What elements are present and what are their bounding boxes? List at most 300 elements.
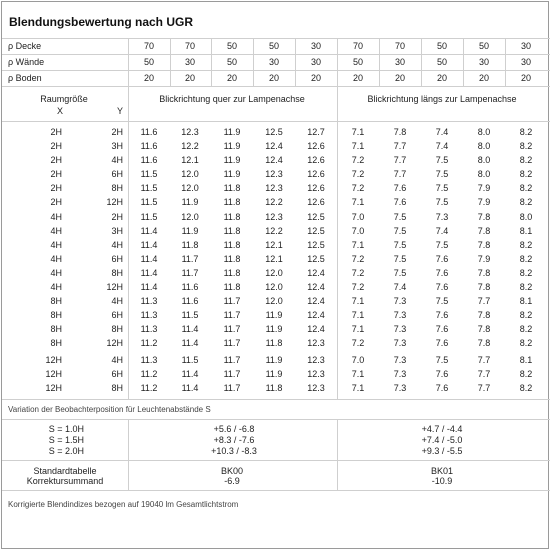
ugr-value-cross: 11.8 bbox=[223, 197, 241, 207]
ugr-value-along: 7.6 bbox=[393, 197, 407, 207]
ugr-value-cross: 11.8 bbox=[223, 282, 241, 292]
ugr-value-along: 7.8 bbox=[477, 324, 491, 334]
ugr-table-frame bbox=[1, 1, 549, 549]
reflectance-value: 50 bbox=[226, 57, 238, 67]
ugr-value-cross: 11.3 bbox=[140, 310, 158, 320]
reflectance-value: 20 bbox=[478, 73, 490, 83]
ugr-value-along: 8.2 bbox=[519, 282, 533, 292]
room-x: 2H bbox=[50, 169, 62, 179]
ugr-value-along: 7.5 bbox=[393, 268, 407, 278]
divider bbox=[2, 460, 550, 461]
reflectance-value: 20 bbox=[352, 73, 364, 83]
ugr-value-cross: 12.4 bbox=[307, 282, 325, 292]
room-x: 2H bbox=[50, 127, 62, 137]
divider bbox=[2, 490, 550, 491]
ugr-value-cross: 12.3 bbox=[307, 338, 325, 348]
room-x: 4H bbox=[50, 240, 62, 250]
room-y: 6H bbox=[111, 254, 123, 264]
room-y: 8H bbox=[111, 183, 123, 193]
ugr-value-along: 7.1 bbox=[351, 324, 365, 334]
reflectance-value: 20 bbox=[226, 73, 238, 83]
ugr-value-cross: 11.8 bbox=[223, 226, 241, 236]
divider bbox=[337, 86, 338, 399]
correction-label: Korrektursummand bbox=[26, 476, 104, 486]
room-x: 4H bbox=[50, 254, 62, 264]
ugr-value-along: 7.6 bbox=[393, 183, 407, 193]
room-y: 6H bbox=[111, 169, 123, 179]
ugr-value-cross: 11.9 bbox=[265, 324, 283, 334]
reflectance-value: 20 bbox=[520, 73, 532, 83]
ugr-value-along: 7.8 bbox=[477, 310, 491, 320]
variation-cross: +8.3 / -7.6 bbox=[213, 435, 255, 445]
divider bbox=[2, 38, 550, 39]
room-x: 2H bbox=[50, 141, 62, 151]
ugr-value-along: 7.2 bbox=[351, 282, 365, 292]
ugr-value-along: 7.5 bbox=[435, 355, 449, 365]
variation-along: +7.4 / -5.0 bbox=[421, 435, 463, 445]
ugr-value-along: 8.0 bbox=[477, 169, 491, 179]
ugr-value-along: 8.2 bbox=[519, 141, 533, 151]
ugr-value-cross: 12.4 bbox=[307, 310, 325, 320]
ugr-value-cross: 12.4 bbox=[307, 296, 325, 306]
ugr-value-along: 7.7 bbox=[477, 296, 491, 306]
ugr-value-along: 7.0 bbox=[351, 226, 365, 236]
ugr-value-along: 7.3 bbox=[435, 212, 449, 222]
ugr-value-along: 7.6 bbox=[435, 282, 449, 292]
divider bbox=[505, 38, 506, 86]
ugr-value-along: 7.6 bbox=[435, 369, 449, 379]
divider bbox=[253, 38, 254, 86]
ugr-value-along: 7.1 bbox=[351, 240, 365, 250]
ugr-value-along: 7.1 bbox=[351, 310, 365, 320]
ugr-value-cross: 12.3 bbox=[265, 169, 283, 179]
room-x: 4H bbox=[50, 268, 62, 278]
reflectance-value: 50 bbox=[268, 41, 280, 51]
room-y: 4H bbox=[111, 240, 123, 250]
ugr-value-cross: 11.9 bbox=[265, 355, 283, 365]
ugr-value-cross: 11.5 bbox=[181, 355, 199, 365]
room-y: 2H bbox=[111, 212, 123, 222]
room-x: 8H bbox=[50, 338, 62, 348]
ugr-value-along: 7.2 bbox=[351, 254, 365, 264]
room-y: 2H bbox=[111, 127, 123, 137]
correction-along: -10.9 bbox=[431, 476, 453, 486]
ugr-value-cross: 11.6 bbox=[181, 296, 199, 306]
ugr-value-along: 8.2 bbox=[519, 197, 533, 207]
ugr-value-along: 7.8 bbox=[477, 226, 491, 236]
room-y: 12H bbox=[106, 197, 123, 207]
reflectance-value: 30 bbox=[520, 57, 532, 67]
ugr-value-along: 8.2 bbox=[519, 383, 533, 393]
spacing-label: S = 1.5H bbox=[48, 435, 84, 445]
reflectance-value: 50 bbox=[436, 57, 448, 67]
ugr-value-cross: 11.2 bbox=[140, 338, 158, 348]
ugr-value-along: 7.6 bbox=[435, 338, 449, 348]
room-x: 12H bbox=[45, 369, 62, 379]
correction-cross: -6.9 bbox=[224, 476, 240, 486]
ugr-value-along: 7.8 bbox=[477, 240, 491, 250]
room-x: 2H bbox=[50, 155, 62, 165]
room-y: 8H bbox=[111, 324, 123, 334]
reflectance-value: 70 bbox=[394, 41, 406, 51]
ugr-value-cross: 11.5 bbox=[140, 212, 158, 222]
divider bbox=[337, 38, 338, 86]
ugr-value-cross: 12.3 bbox=[181, 127, 199, 137]
ugr-value-along: 7.9 bbox=[477, 254, 491, 264]
ugr-value-along: 7.0 bbox=[351, 212, 365, 222]
ugr-value-cross: 11.2 bbox=[140, 383, 158, 393]
reflectance-value: 20 bbox=[184, 73, 196, 83]
ugr-value-along: 7.5 bbox=[435, 197, 449, 207]
ugr-value-cross: 12.5 bbox=[307, 212, 325, 222]
ugr-value-along: 7.2 bbox=[351, 155, 365, 165]
ugr-value-cross: 11.8 bbox=[181, 240, 199, 250]
ugr-value-along: 7.1 bbox=[351, 127, 365, 137]
room-y: 4H bbox=[111, 155, 123, 165]
ugr-value-along: 7.3 bbox=[393, 324, 407, 334]
ugr-value-cross: 11.4 bbox=[181, 383, 199, 393]
spacing-label: S = 2.0H bbox=[48, 446, 84, 456]
ugr-value-along: 7.3 bbox=[393, 338, 407, 348]
ugr-value-along: 8.0 bbox=[477, 141, 491, 151]
ugr-value-along: 8.1 bbox=[519, 226, 533, 236]
ugr-value-cross: 12.5 bbox=[265, 127, 283, 137]
ugr-value-along: 7.5 bbox=[435, 183, 449, 193]
standard-table-along: BK01 bbox=[430, 466, 454, 476]
ugr-value-along: 7.6 bbox=[435, 324, 449, 334]
ugr-value-along: 7.2 bbox=[351, 183, 365, 193]
reflectance-value: 30 bbox=[310, 41, 322, 51]
ugr-value-along: 7.5 bbox=[435, 240, 449, 250]
ugr-value-cross: 11.3 bbox=[140, 324, 158, 334]
reflectance-value: 20 bbox=[310, 73, 322, 83]
reflectance-value: 30 bbox=[478, 57, 490, 67]
ugr-value-along: 7.5 bbox=[393, 212, 407, 222]
ugr-value-along: 7.5 bbox=[393, 254, 407, 264]
ugr-value-along: 7.6 bbox=[435, 310, 449, 320]
ugr-value-along: 7.7 bbox=[477, 383, 491, 393]
room-y: 6H bbox=[111, 369, 123, 379]
variation-along: +9.3 / -5.5 bbox=[421, 446, 463, 456]
divider bbox=[170, 38, 171, 86]
ugr-value-cross: 11.9 bbox=[223, 169, 241, 179]
room-size-header: Raumgröße bbox=[40, 94, 88, 104]
ugr-value-cross: 11.4 bbox=[181, 324, 199, 334]
room-x: 12H bbox=[45, 383, 62, 393]
ugr-value-along: 8.1 bbox=[519, 355, 533, 365]
room-y: 12H bbox=[106, 282, 123, 292]
ugr-value-cross: 12.0 bbox=[265, 296, 283, 306]
room-y: 8H bbox=[111, 268, 123, 278]
variation-along: +4.7 / -4.4 bbox=[421, 424, 463, 434]
ugr-value-cross: 12.4 bbox=[265, 155, 283, 165]
ugr-value-along: 7.4 bbox=[393, 282, 407, 292]
room-y: 4H bbox=[111, 296, 123, 306]
ugr-value-cross: 11.8 bbox=[265, 383, 283, 393]
ugr-value-along: 7.3 bbox=[393, 310, 407, 320]
ugr-value-cross: 11.9 bbox=[223, 141, 241, 151]
room-x: 8H bbox=[50, 324, 62, 334]
reflectance-value: 20 bbox=[394, 73, 406, 83]
variation-cross: +5.6 / -6.8 bbox=[213, 424, 255, 434]
ugr-value-cross: 12.3 bbox=[307, 355, 325, 365]
reflectance-value: 20 bbox=[143, 73, 155, 83]
standard-table-label: Standardtabelle bbox=[33, 466, 97, 476]
ugr-value-along: 7.9 bbox=[477, 197, 491, 207]
divider bbox=[128, 38, 129, 86]
ugr-value-along: 7.6 bbox=[435, 268, 449, 278]
divider bbox=[463, 38, 464, 86]
ugr-value-along: 7.3 bbox=[393, 355, 407, 365]
ugr-value-along: 7.7 bbox=[393, 141, 407, 151]
reflectance-label: ρ Boden bbox=[8, 73, 42, 83]
reflectance-label: ρ Decke bbox=[8, 41, 42, 51]
ugr-value-cross: 11.7 bbox=[223, 338, 241, 348]
ugr-value-along: 7.5 bbox=[435, 296, 449, 306]
ugr-value-along: 7.5 bbox=[393, 240, 407, 250]
ugr-value-along: 7.8 bbox=[477, 268, 491, 278]
ugr-value-along: 7.1 bbox=[351, 369, 365, 379]
ugr-value-cross: 11.5 bbox=[140, 183, 158, 193]
ugr-value-cross: 11.4 bbox=[140, 282, 158, 292]
divider bbox=[2, 70, 550, 71]
ugr-value-along: 8.0 bbox=[477, 155, 491, 165]
reflectance-value: 30 bbox=[520, 41, 532, 51]
divider bbox=[2, 86, 550, 87]
x-header: X bbox=[56, 106, 64, 116]
ugr-value-along: 7.4 bbox=[435, 127, 449, 137]
divider bbox=[379, 38, 380, 86]
divider bbox=[128, 419, 129, 490]
room-y: 3H bbox=[111, 226, 123, 236]
reflectance-value: 70 bbox=[352, 41, 364, 51]
variation-cross: +10.3 / -8.3 bbox=[211, 446, 257, 456]
ugr-value-along: 8.2 bbox=[519, 324, 533, 334]
ugr-value-cross: 11.6 bbox=[140, 155, 158, 165]
ugr-value-along: 8.2 bbox=[519, 254, 533, 264]
divider bbox=[128, 86, 129, 399]
ugr-value-cross: 11.9 bbox=[181, 226, 199, 236]
room-y: 12H bbox=[106, 338, 123, 348]
reflectance-value: 50 bbox=[143, 57, 155, 67]
ugr-value-cross: 11.2 bbox=[140, 369, 158, 379]
ugr-value-cross: 11.8 bbox=[223, 240, 241, 250]
divider bbox=[337, 419, 338, 490]
divider bbox=[2, 121, 550, 122]
ugr-value-cross: 12.1 bbox=[265, 240, 283, 250]
reflectance-value: 50 bbox=[478, 41, 490, 51]
ugr-value-along: 7.1 bbox=[351, 141, 365, 151]
ugr-value-cross: 12.2 bbox=[265, 197, 283, 207]
ugr-value-cross: 11.9 bbox=[181, 197, 199, 207]
divider bbox=[211, 38, 212, 86]
ugr-value-along: 7.2 bbox=[351, 268, 365, 278]
along-header: Blickrichtung längs zur Lampenachse bbox=[367, 94, 517, 104]
ugr-value-cross: 12.3 bbox=[265, 212, 283, 222]
ugr-value-cross: 11.9 bbox=[223, 127, 241, 137]
ugr-value-cross: 11.8 bbox=[223, 254, 241, 264]
ugr-value-cross: 11.4 bbox=[181, 369, 199, 379]
ugr-value-along: 7.5 bbox=[393, 226, 407, 236]
reflectance-value: 70 bbox=[184, 41, 196, 51]
ugr-value-cross: 12.3 bbox=[307, 383, 325, 393]
room-y: 3H bbox=[111, 141, 123, 151]
room-x: 2H bbox=[50, 183, 62, 193]
ugr-value-along: 8.2 bbox=[519, 169, 533, 179]
ugr-value-cross: 12.2 bbox=[181, 141, 199, 151]
ugr-value-along: 7.8 bbox=[477, 282, 491, 292]
ugr-value-cross: 11.7 bbox=[223, 296, 241, 306]
ugr-value-along: 7.3 bbox=[393, 383, 407, 393]
divider bbox=[2, 399, 550, 400]
ugr-value-cross: 11.6 bbox=[140, 141, 158, 151]
ugr-value-along: 8.2 bbox=[519, 338, 533, 348]
divider bbox=[421, 38, 422, 86]
ugr-value-cross: 12.0 bbox=[181, 169, 199, 179]
reflectance-value: 30 bbox=[184, 57, 196, 67]
reflectance-value: 50 bbox=[352, 57, 364, 67]
ugr-value-along: 7.8 bbox=[477, 338, 491, 348]
ugr-value-cross: 11.9 bbox=[223, 155, 241, 165]
ugr-value-along: 7.1 bbox=[351, 383, 365, 393]
ugr-value-along: 7.7 bbox=[477, 369, 491, 379]
room-x: 2H bbox=[50, 197, 62, 207]
ugr-value-along: 8.2 bbox=[519, 240, 533, 250]
ugr-value-cross: 11.4 bbox=[140, 226, 158, 236]
ugr-value-along: 8.0 bbox=[519, 212, 533, 222]
ugr-value-cross: 12.4 bbox=[307, 268, 325, 278]
ugr-value-cross: 11.5 bbox=[140, 169, 158, 179]
ugr-value-cross: 11.7 bbox=[181, 268, 199, 278]
ugr-value-along: 8.2 bbox=[519, 155, 533, 165]
ugr-value-cross: 11.8 bbox=[265, 338, 283, 348]
ugr-value-along: 7.6 bbox=[435, 254, 449, 264]
ugr-value-cross: 12.3 bbox=[307, 369, 325, 379]
room-x: 4H bbox=[50, 226, 62, 236]
standard-table-cross: BK00 bbox=[220, 466, 244, 476]
ugr-value-cross: 11.3 bbox=[140, 296, 158, 306]
reflectance-label: ρ Wände bbox=[8, 57, 45, 67]
ugr-value-cross: 11.4 bbox=[181, 338, 199, 348]
ugr-value-along: 8.2 bbox=[519, 127, 533, 137]
ugr-value-along: 7.0 bbox=[351, 355, 365, 365]
ugr-value-cross: 11.9 bbox=[265, 369, 283, 379]
ugr-value-cross: 12.4 bbox=[265, 141, 283, 151]
ugr-value-cross: 12.5 bbox=[307, 226, 325, 236]
ugr-value-cross: 12.5 bbox=[307, 254, 325, 264]
footnote: Korrigierte Blendindizes bezogen auf 19040 lm Gesamtlichtstrom bbox=[8, 500, 239, 509]
ugr-value-cross: 12.6 bbox=[307, 169, 325, 179]
ugr-value-along: 8.1 bbox=[519, 296, 533, 306]
ugr-value-along: 7.6 bbox=[435, 383, 449, 393]
ugr-value-cross: 11.7 bbox=[223, 383, 241, 393]
ugr-value-cross: 11.7 bbox=[223, 324, 241, 334]
ugr-value-cross: 12.0 bbox=[181, 212, 199, 222]
ugr-value-cross: 12.3 bbox=[265, 183, 283, 193]
ugr-value-cross: 11.7 bbox=[223, 369, 241, 379]
ugr-value-cross: 11.5 bbox=[140, 197, 158, 207]
ugr-value-cross: 11.4 bbox=[140, 268, 158, 278]
ugr-value-along: 7.2 bbox=[351, 338, 365, 348]
reflectance-value: 20 bbox=[268, 73, 280, 83]
room-y: 6H bbox=[111, 310, 123, 320]
divider bbox=[2, 419, 550, 420]
ugr-value-cross: 12.0 bbox=[265, 282, 283, 292]
ugr-value-along: 7.5 bbox=[435, 155, 449, 165]
ugr-value-cross: 11.6 bbox=[140, 127, 158, 137]
room-x: 8H bbox=[50, 310, 62, 320]
divider bbox=[295, 38, 296, 86]
ugr-value-cross: 12.6 bbox=[307, 197, 325, 207]
ugr-value-cross: 12.6 bbox=[307, 141, 325, 151]
ugr-value-along: 8.2 bbox=[519, 369, 533, 379]
ugr-value-along: 7.8 bbox=[393, 127, 407, 137]
ugr-value-along: 7.7 bbox=[393, 155, 407, 165]
ugr-value-along: 8.0 bbox=[477, 127, 491, 137]
ugr-value-cross: 11.8 bbox=[223, 183, 241, 193]
ugr-value-cross: 11.5 bbox=[181, 310, 199, 320]
reflectance-value: 30 bbox=[310, 57, 322, 67]
ugr-value-along: 7.4 bbox=[435, 226, 449, 236]
ugr-value-cross: 12.1 bbox=[265, 254, 283, 264]
cross-header: Blickrichtung quer zur Lampenachse bbox=[159, 94, 305, 104]
ugr-value-along: 8.2 bbox=[519, 310, 533, 320]
reflectance-value: 50 bbox=[436, 41, 448, 51]
y-header: Y bbox=[116, 106, 124, 116]
room-x: 8H bbox=[50, 296, 62, 306]
ugr-value-cross: 11.4 bbox=[140, 254, 158, 264]
room-x: 4H bbox=[50, 282, 62, 292]
ugr-value-cross: 12.0 bbox=[265, 268, 283, 278]
ugr-value-cross: 12.7 bbox=[307, 127, 325, 137]
ugr-value-along: 7.3 bbox=[393, 369, 407, 379]
room-y: 8H bbox=[111, 383, 123, 393]
ugr-value-along: 7.7 bbox=[477, 355, 491, 365]
ugr-value-cross: 11.7 bbox=[181, 254, 199, 264]
ugr-value-along: 7.7 bbox=[393, 169, 407, 179]
divider bbox=[2, 54, 550, 55]
ugr-value-along: 7.1 bbox=[351, 197, 365, 207]
ugr-value-along: 8.2 bbox=[519, 183, 533, 193]
ugr-value-cross: 11.8 bbox=[223, 212, 241, 222]
ugr-value-along: 7.8 bbox=[477, 212, 491, 222]
reflectance-value: 30 bbox=[268, 57, 280, 67]
room-y: 4H bbox=[111, 355, 123, 365]
ugr-value-along: 7.2 bbox=[351, 169, 365, 179]
spacing-label: S = 1.0H bbox=[48, 424, 84, 434]
ugr-value-cross: 11.9 bbox=[265, 310, 283, 320]
ugr-value-cross: 11.7 bbox=[223, 310, 241, 320]
reflectance-value: 70 bbox=[143, 41, 155, 51]
reflectance-value: 20 bbox=[436, 73, 448, 83]
reflectance-value: 30 bbox=[394, 57, 406, 67]
ugr-value-along: 7.4 bbox=[435, 141, 449, 151]
ugr-value-along: 7.5 bbox=[435, 169, 449, 179]
reflectance-value: 50 bbox=[226, 41, 238, 51]
page-title: Blendungsbewertung nach UGR bbox=[9, 15, 194, 29]
ugr-value-cross: 12.5 bbox=[307, 240, 325, 250]
ugr-value-along: 7.9 bbox=[477, 183, 491, 193]
ugr-value-along: 7.3 bbox=[393, 296, 407, 306]
room-x: 4H bbox=[50, 212, 62, 222]
ugr-value-cross: 11.8 bbox=[223, 268, 241, 278]
ugr-value-cross: 12.6 bbox=[307, 183, 325, 193]
ugr-value-cross: 11.3 bbox=[140, 355, 158, 365]
ugr-value-cross: 12.6 bbox=[307, 155, 325, 165]
ugr-value-cross: 11.6 bbox=[181, 282, 199, 292]
room-x: 12H bbox=[45, 355, 62, 365]
ugr-value-cross: 11.7 bbox=[223, 355, 241, 365]
